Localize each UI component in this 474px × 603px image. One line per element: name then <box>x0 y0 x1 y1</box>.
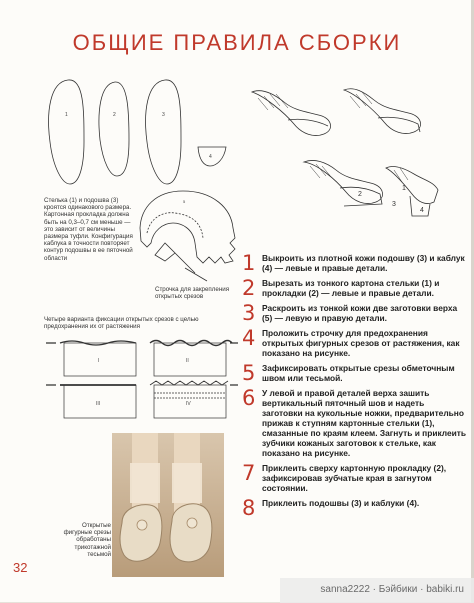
svg-text:5: 5 <box>183 199 186 204</box>
step-item <box>242 388 467 458</box>
pattern-label-4: 4 <box>209 154 212 160</box>
page-number: 32 <box>13 560 28 575</box>
step-fig-label-4: 4 <box>420 207 424 214</box>
step-text: Приклеить сверху картонную прокладку (2), зафиксировав зубчатые края в загнутом состоянии. <box>262 463 447 493</box>
page-title: ОБЩИЕ ПРАВИЛА СБОРКИ <box>72 30 402 55</box>
pattern-piece-2 <box>99 82 129 176</box>
variant-label-1: I <box>98 358 100 364</box>
pattern-label-3: 3 <box>162 112 165 118</box>
step-number: 4 <box>242 326 256 350</box>
step-number: 7 <box>242 461 256 485</box>
upper-pattern-figure <box>135 183 240 288</box>
step-number: 8 <box>242 496 256 520</box>
assembly-steps-list <box>242 253 467 523</box>
variant-label-3: III <box>96 401 101 407</box>
step-number: 5 <box>242 361 256 385</box>
doll-shoes-photo <box>112 433 224 577</box>
step-item <box>242 363 467 383</box>
edge-variants-figure <box>42 335 238 425</box>
step-item <box>242 278 467 298</box>
note-insole: Стелька (1) и подошва (3) кроятся одинакового размера. Картонная прокладка должна быть на 0,3–0,7 см меньше — это зависит от величины размера туфли. Конфигурация каблука в точности повторяет контур подошвы в ее пяточной области <box>44 197 133 262</box>
step-number: 1 <box>242 251 256 275</box>
step-text: Приклеить подошвы (3) и каблуки (4). <box>262 498 420 508</box>
step-text: Вырезать из тонкого картона стельки (1) и прокладки (2) — левые и правые детали. <box>262 278 440 298</box>
step-item <box>242 328 467 358</box>
pattern-pieces-figure <box>40 72 240 192</box>
step-item <box>242 463 467 493</box>
variant-label-4: IV <box>186 401 191 407</box>
step-item <box>242 253 467 273</box>
step-number: 3 <box>242 301 256 325</box>
step-number: 6 <box>242 386 256 410</box>
step-item <box>242 303 467 323</box>
note-stitch: Строчка для закрепления открытых срезов <box>155 286 230 301</box>
pattern-piece-1 <box>49 80 84 184</box>
step-text: Зафиксировать открытые срезы обметочным швом или тесьмой. <box>262 363 455 383</box>
watermark-text: sanna2222 · Бэйбики · babiki.ru <box>320 584 464 595</box>
step-fig-label-3: 3 <box>392 201 396 208</box>
step-item <box>242 498 467 518</box>
step-fig-label-2: 2 <box>358 191 362 198</box>
step-text: Раскроить из тонкой кожи две заготовки верха (5) — левую и правую детали. <box>262 303 458 323</box>
pattern-piece-3 <box>146 80 181 184</box>
pattern-label-2: 2 <box>113 112 116 118</box>
assembly-steps-figure <box>244 82 444 242</box>
step-text: Проложить строчку для предохранения открытых фигурных срезов от растяжения, как показано на рисунке. <box>262 328 460 358</box>
note-variants: Четыре варианта фиксации открытых срезов с целью предохранения их от растяжения <box>44 316 199 331</box>
step-text: У левой и правой деталей верха зашить вертикальный пяточный шов и надеть заготовки на кукольные ножки, предварительно прижав к ступням картонные стельки (1), смазанные по краям клеем. Загнуть и приклеить зубчики кожаных заготовок к стельке, как показано на рисунке. <box>262 388 467 458</box>
pattern-piece-4 <box>198 147 226 166</box>
step-number: 2 <box>242 276 256 300</box>
variant-label-2: II <box>186 358 189 364</box>
pattern-label-1: 1 <box>65 112 68 118</box>
step-text: Выкроить из плотной кожи подошву (3) и каблук (4) — левые и правые детали. <box>262 253 465 273</box>
note-photo: Открытые фигурные срезы обработаны трикотажной тесьмой <box>63 522 111 558</box>
step-fig-label-1: 1 <box>402 185 406 192</box>
